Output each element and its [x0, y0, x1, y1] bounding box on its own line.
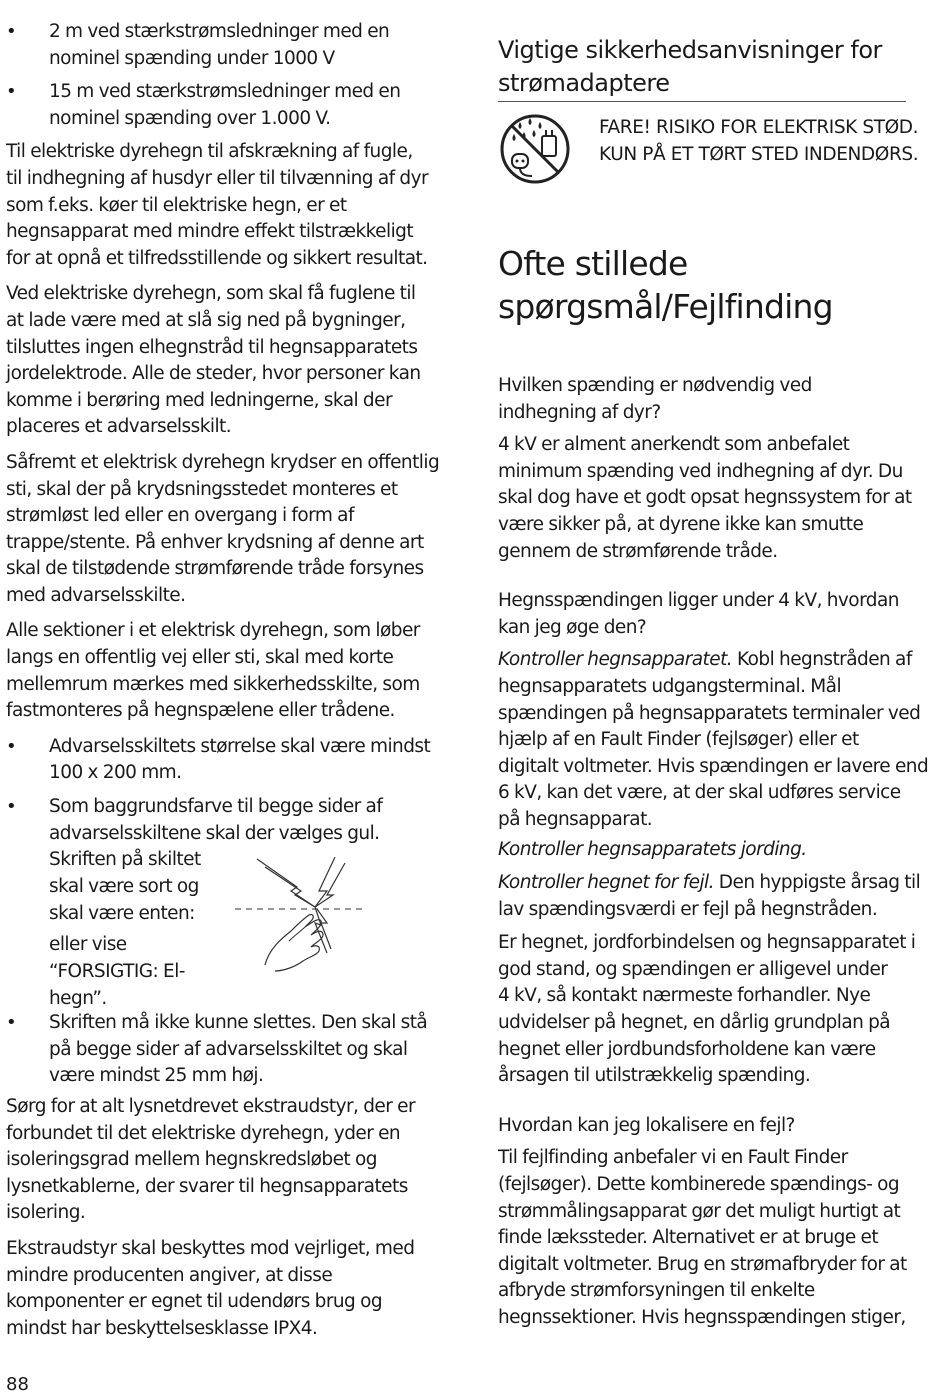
answer: Til fejlfinding anbefaler vi en Fault Finder (fejlsøger). Dette kombinerede spændings- og strømmålingsapparat gør det muligt hurtigt at finde lækssteder. Alternativet er at bruge et digitalt voltmeter. Brug en strømafbryder for at afbryde strømforsyningen til enkelte hegnssektioner. Hvis hegnsspændingen stiger,: [498, 1147, 907, 1328]
bullet-icon: •: [6, 21, 17, 42]
answer: Er hegnet, jordforbindelsen og hegnsapparatet i god stand, og spændingen er alligevel under 4 kV, så kontakt nærmeste forhandler. Nye udvidelser på hegnet, en dårlig grundplan på hegnet eller jordbundsforholdene kan være årsagen til utilstrækkelig spænding.: [498, 932, 916, 1087]
hand-lightning-icon: [235, 857, 375, 972]
paragraph: Sørg for at alt lysnetdrevet ekstraudstyr, der er forbundet til det elektriske dyrehegn, yder en isoleringsgrad mellem hegnskredsløbet og lysnetkablerne, der svarer til hegnsapparatets isolering.: [6, 1096, 415, 1224]
question: Hegnsspændingen ligger under 4 kV, hvordan kan jeg øge den?: [498, 590, 899, 638]
paragraph: Ekstraudstyr skal beskyttes mod vejrliget, med mindre producenten angiver, at disse komponenter er egnet til udendørs brug og mindst har beskyttelsesklasse IPX4.: [6, 1237, 415, 1339]
answer: Kontroller hegnsapparatets jording.: [498, 838, 807, 860]
bullet-icon: •: [6, 796, 17, 818]
bullet-icon: •: [6, 1012, 17, 1034]
list-item: • Som baggrundsfarve til begge sider af advarselsskiltene skal der vælges gul. Skriften på skiltet skal være sort og skal være enten: eller vise “FORSIGTIG: El- hegn”.: [6, 796, 383, 1010]
bullet-icon: •: [6, 81, 17, 103]
bullet-icon: •: [6, 735, 17, 757]
paragraph: Alle sektioner i et elektrisk dyrehegn, som løber langs en offentlig vej eller sti, skal med korte mellemrum mærkes med sikkerhedsskilte, som fastmonteres på hegnspælene eller trådene.: [6, 620, 420, 722]
warning-text: FARE! RISIKO FOR ELEKTRISK STØD. KUN PÅ ET TØRT STED INDENDØRS.: [599, 117, 919, 165]
paragraph: Ved elektriske dyrehegn, som skal få fuglene til at lade være med at slå sig ned på bygninger, tilsluttes ingen elhegnstråd til hegnsapparatets jordelektrode. Alle de steder, hvor personer kan komme i berøring med ledningerne, skal der placeres et advarselsskilt.: [6, 283, 421, 438]
question: Hvordan kan jeg lokalisere en fejl?: [498, 1114, 795, 1136]
answer: 4 kV er alment anerkendt som anbefalet minimum spænding ved indhegning af dyr. Du skal dog have et godt opsat hegnssystem for at være sikker på, at dyrene ikke kan smutte gennem de strømførende tråde.: [498, 434, 912, 562]
answer: Kontroller hegnsapparatet. Kobl hegnstråden af hegnsapparatets udgangsterminal. Mål spændingen på hegnsapparatets terminaler ved hjælp af en Fault Finder (fejlsøger) eller et digitalt voltmeter. Hvis spændingen er lavere end 6 kV, kan det være, at der skal udføres service på hegnsapparat.: [498, 649, 929, 830]
paragraph: Såfremt et elektrisk dyrehegn krydser en offentlig sti, skal der på krydsningsstedet monteres et strømløst led eller en overgang i form af trappe/stente. På enhver krydsning af denne art skal de tilstødende strømførende tråde forsynes med advarselsskilte.: [6, 451, 440, 606]
safety-heading: Vigtige sikkerhedsanvisninger for strømadaptere: [498, 36, 882, 97]
question: Hvilken spænding er nødvendig ved indhegning af dyr?: [498, 375, 812, 423]
no-water-plug-icon: [498, 112, 572, 186]
heading-rule: [498, 101, 906, 102]
list-item: • 2 m ved stærkstrømsledninger med en nominel spænding under 1000 V: [6, 21, 390, 69]
page-number: 88: [6, 1374, 29, 1395]
faq-body: [498, 373, 929, 1341]
paragraph: Til elektriske dyrehegn til afskrækning af fugle, til indhegning af husdyr eller til tilvænning af dyr som f.eks. køer til elektriske hegn, er et hegnsapparat med mindre effekt tilstrækkeligt for at opnå et tilfredsstillende og sikkert resultat.: [6, 141, 429, 269]
list-item: • Skriften må ikke kunne slettes. Den skal stå på begge sider af advarselsskiltet og skal være mindst 25 mm høj.: [6, 1012, 428, 1087]
list-item: • 15 m ved stærkstrømsledninger med en nominel spænding over 1.000 V.: [6, 81, 401, 129]
faq-heading: Ofte stillede spørgsmål/Fejlfinding: [498, 244, 833, 326]
answer: Kontroller hegnet for fejl. Den hyppigste årsag til lav spændingsværdi er fejl på hegnstråden.: [498, 872, 921, 920]
list-item: • Advarselsskiltets størrelse skal være mindst 100 x 200 mm.: [6, 735, 431, 784]
